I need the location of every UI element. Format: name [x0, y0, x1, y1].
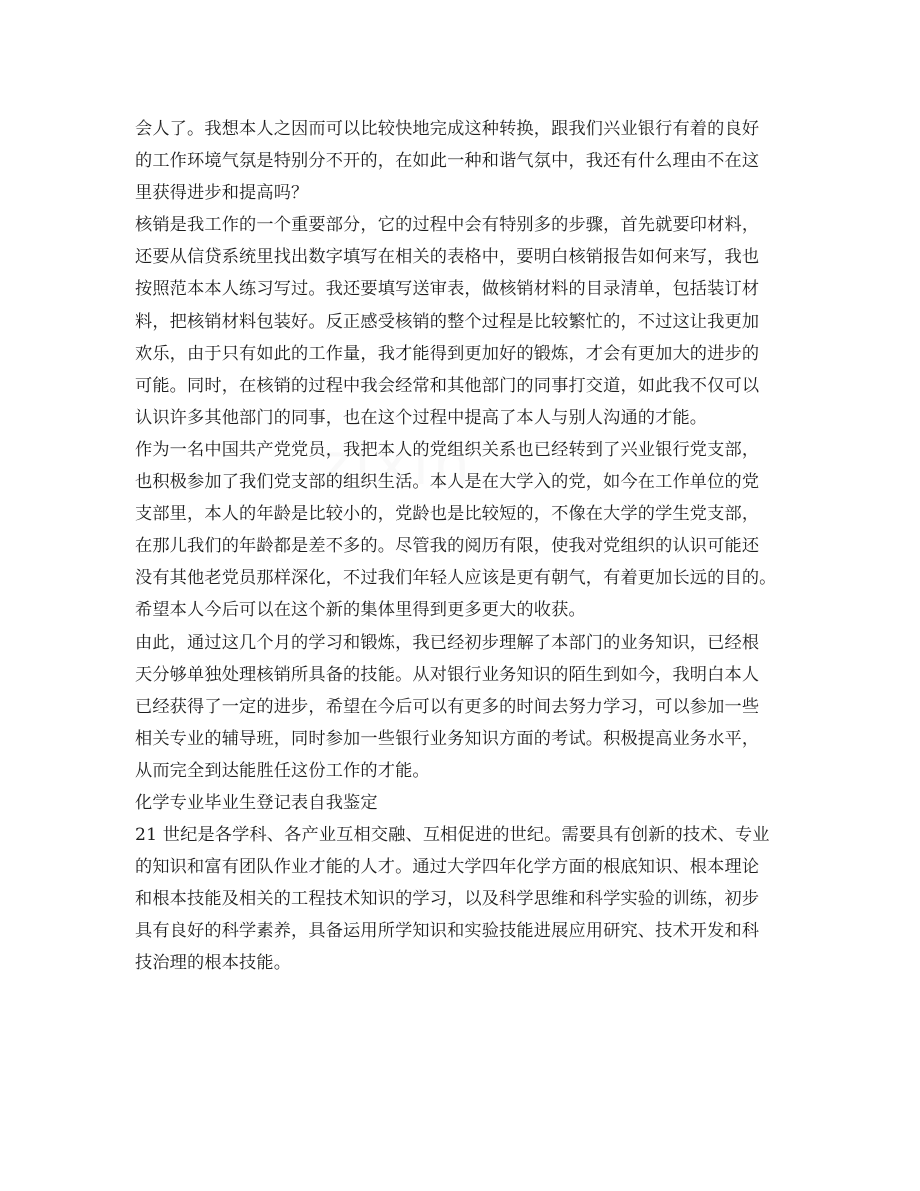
- watermark: zixin: [320, 430, 474, 498]
- document-body: [135, 113, 787, 980]
- paragraph-write-off-work: 核销是我工作的一个重要部分，它的过程中会有特别多的步骤，首先就要印材料， 还要从信贷系统里找出数字填写在相关的表格中，要明白核销报告如何来写，我也 按照范本本人练习写过。我还要填写送审表，做核销材料的目录清单，包括装订材 料，把核销材料包装好。反正感受核销的整个过程是比较繁忙的，不过这让我更加 欢乐，由于只有如此的工作量，我才能得到更加好的锻炼，才会有更加大的进步的 可能。同时，在核销的过程中我会经常和其他部门的同事打交道，如此我不仅可以 认识许多其他部门的同事，也在这个过程中提高了本人与别人沟通的才能。: [135, 215, 760, 428]
- paragraph-chemistry-self-assessment: 21 世纪是各学科、各产业互相交融、互相促进的世纪。需要具有创新的技术、专业 的知识和富有团队作业才能的人才。通过大学四年化学方面的根底知识、根本理论 和根本技能及相关的工程技术知识的学习，以及科学思维和科学实验的训练，初步 具有良好的科学素养，具备运用所学知识和实验技能进展应用研究、技术开发和科 技治理的根本技能。: [135, 825, 770, 974]
- paragraph-party-membership: 作为一名中国共产党党员，我把本人的党组织关系也已经转到了兴业银行党支部， 也积极参加了我们党支部的组织生活。本人是在大学入的党，如今在工作单位的党 支部里，本人的年龄是比较小的，党龄也是比较短的，不像在大学的学生党支部， 在那儿我们的年龄都是差不多的。尽管我的阅历有限，使我对党组织的认识可能还 没有其他老党员那样深化，不过我们年轻人应该是更有朝气，有着更加长远的目的。 希望本人今后可以在这个新的集体里得到更多更大的收获。: [135, 439, 777, 621]
- paragraph-summary: 由此，通过这几个月的学习和锻炼，我已经初步理解了本部门的业务知识，已经根 天分够单独处理核销所具备的技能。从对银行业务知识的陌生到如今，我明白本人 已经获得了一定的进步，希望在今后可以有更多的时间去努力学习，可以参加一些 相关专业的辅导班，同时参加一些银行业务知识方面的考试。积极提高业务水平， 从而完全到达能胜任这份工作的才能。: [135, 632, 760, 781]
- section-heading: 化学专业毕业生登记表自我鉴定: [135, 792, 378, 813]
- paragraph-work-environment: 会人了。我想本人之因而可以比较快地完成这种转换，跟我们兴业银行有着的良好 的工作环境气氛是特别分不开的，在如此一种和谐气氛中，我还有什么理由不在这 里获得进步和提高吗？: [135, 119, 760, 204]
